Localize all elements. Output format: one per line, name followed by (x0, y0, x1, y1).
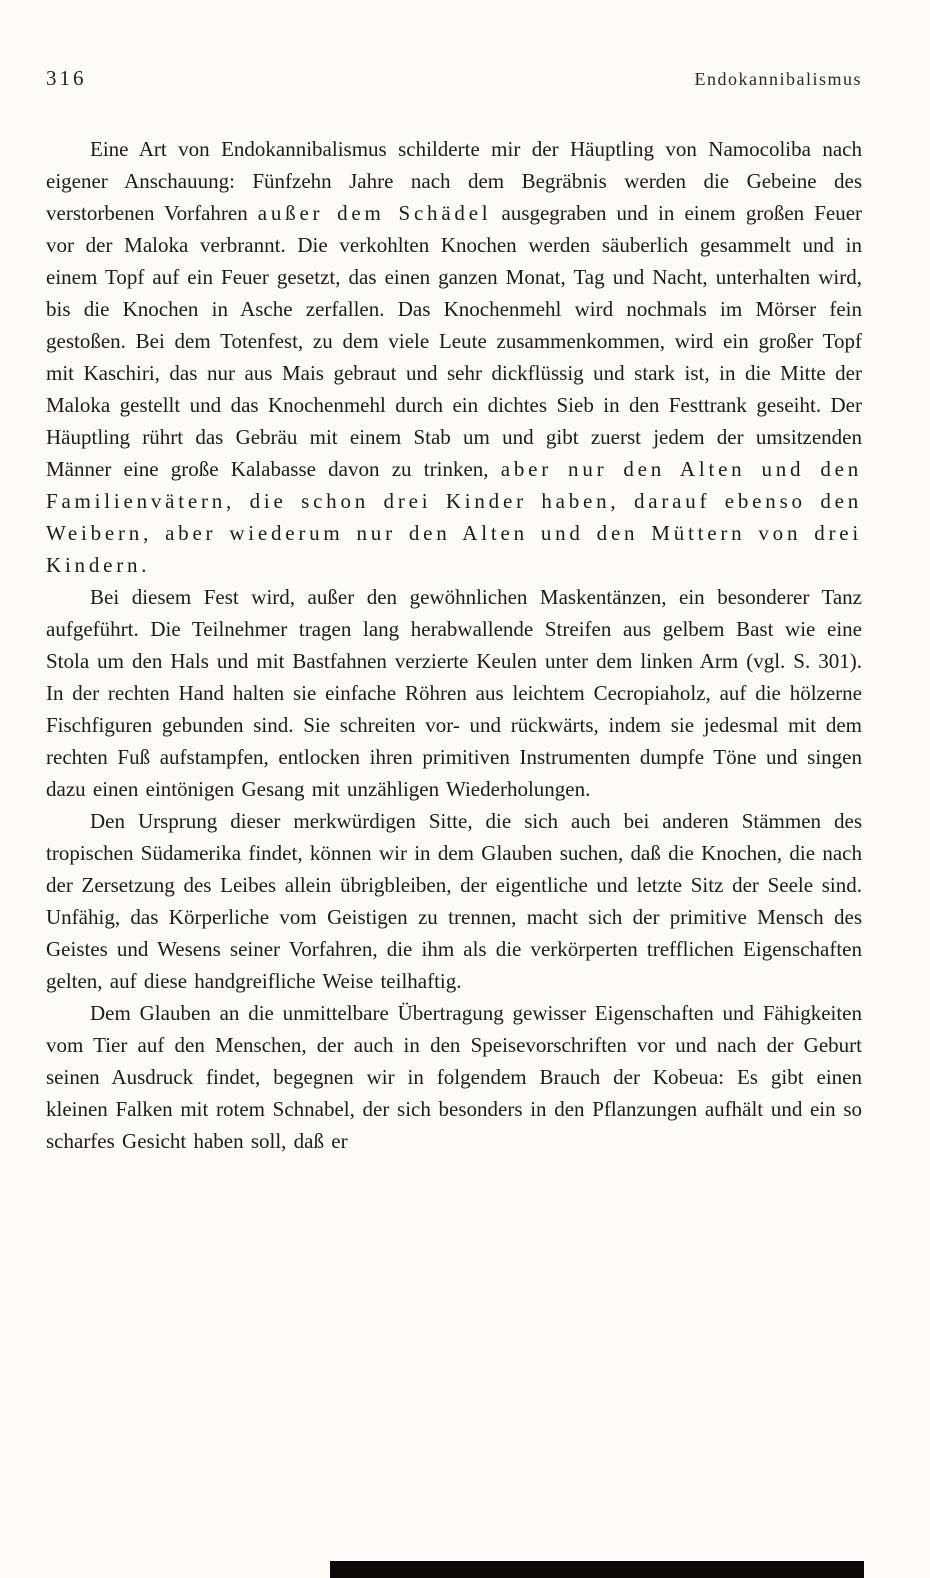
paragraph-kobeua-belief: Dem Glauben an die unmittelbare Übertragung gewisser Eigenschaften und Fähigkeiten vom Tier auf den Menschen, der auch in den Speisevorschriften vor und nach der Geburt seinen Ausdruck findet, begegnen wir in folgendem Brauch der Kobeua: Es gibt einen kleinen Falken mit rotem Schnabel, der sich besonders in den Pflanzungen aufhält und ein so scharfes Gesicht haben soll, daß er (46, 1001, 862, 1153)
scan-edge-artifact (330, 1561, 864, 1578)
emphasized-text-spaced: aber nur den Alten und den Familienvätern, die schon drei Kinder haben, darauf ebenso den Weibern, aber wiederum nur den Alten und den Müttern von drei Kindern. (46, 457, 862, 577)
text-run: ausgegraben und in einem großen Feuer vor der Maloka verbrannt. Die verkohlten Knochen werden säuberlich gesammelt und in einem Topf auf ein Feuer gesetzt, das einen ganzen Monat, Tag und Nacht, unterhalten wird, bis die Knochen in Asche zerfallen. Das Knochenmehl wird nochmals im Mörser fein gestoßen. Bei dem Totenfest, zu dem viele Leute zusammenkommen, wird ein großer Topf mit Kaschiri, das nur aus Mais gebraut und sehr dickflüssig und stark ist, in die Mitte der Maloka gestellt und das Knochenmehl durch ein dichtes Sieb in den Festtrank geseiht. Der Häuptling rührt das Gebräu mit einem Stab um und gibt zuerst jedem der umsitzenden Männer eine große Kalabasse davon zu trinken, (46, 201, 863, 481)
paragraph-origin-of-custom: Den Ursprung dieser merkwürdigen Sitte, die sich auch bei anderen Stämmen des tropischen Südamerika findet, können wir in dem Glauben suchen, daß die Knochen, die nach der Zersetzung des Leibes allein übrigbleiben, der eigentliche und letzte Sitz der Seele sind. Unfähig, das Körperliche vom Geistigen zu trennen, macht sich der primitive Mensch des Geistes und Wesens seiner Vorfahren, die ihm als die verkörperten trefflichen Eigenschaften gelten, auf diese handgreifliche Weise teilhaftig. (46, 809, 862, 993)
emphasized-text-spaced: außer dem Schädel (257, 201, 492, 225)
paragraph-festival-dance: Bei diesem Fest wird, außer den gewöhnlichen Maskentänzen, ein besonderer Tanz aufgeführt. Die Teilnehmer tragen lang herabwallende Streifen aus gelbem Bast wie eine Stola um den Hals und mit Bastfahnen verzierte Keulen unter dem linken Arm (vgl. S. 301). In der rechten Hand halten sie einfache Röhren aus leichtem Cecropiaholz, auf die hölzerne Fischfiguren gebunden sind. Sie schreiten vor- und rückwärts, indem sie jedesmal mit dem rechten Fuß aufstampfen, entlocken ihren primitiven Instrumenten dumpfe Töne und singen dazu einen eintönigen Gesang mit unzähligen Wiederholungen. (46, 585, 862, 801)
page-number: 316 (46, 66, 87, 90)
text-run: Eine Art von Endokannibalismus schilderte mir der Häuptling von Namocoliba nach eigener Anschauung: Fünfzehn Jahre nach dem Begräbnis werden die Gebeine des verstorbenen Vorfahren (46, 137, 862, 225)
paragraph-endocannibalism-ritual (46, 133, 862, 581)
page-header (46, 66, 862, 91)
running-header: Endokannibalismus (694, 69, 862, 89)
page-body (46, 133, 862, 1157)
